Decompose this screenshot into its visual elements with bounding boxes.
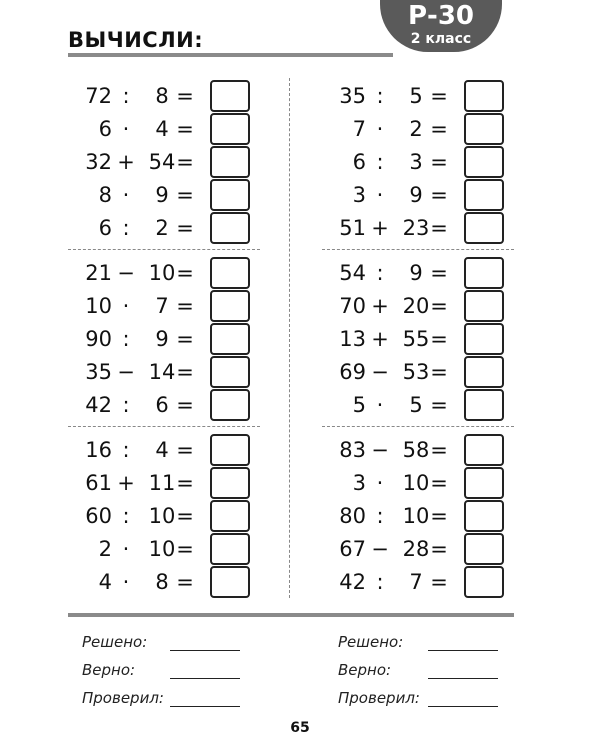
answer-box[interactable]: [210, 566, 250, 598]
operator: +: [117, 471, 135, 495]
answer-box[interactable]: [464, 467, 504, 499]
answer-box[interactable]: [210, 113, 250, 145]
answer-box[interactable]: [464, 212, 504, 244]
operand-b: 58: [402, 438, 430, 462]
answer-box[interactable]: [210, 179, 250, 211]
operator: :: [376, 504, 384, 528]
operand-b: 55: [402, 327, 430, 351]
exercise-row: [68, 325, 258, 353]
exercise-row: [68, 82, 258, 110]
answer-box[interactable]: [210, 434, 250, 466]
equals-sign: =: [430, 537, 448, 561]
operator: ·: [376, 117, 384, 141]
worksheet-code: Р-30: [407, 1, 475, 31]
operand-a: 5: [352, 393, 366, 417]
operand-a: 6: [98, 117, 112, 141]
equals-sign: =: [430, 84, 448, 108]
operand-b: 23: [402, 216, 430, 240]
operator: ·: [122, 117, 130, 141]
operand-a: 69: [339, 360, 366, 384]
equals-sign: =: [176, 360, 194, 384]
operand-b: 8: [155, 84, 169, 108]
operator: ·: [376, 471, 384, 495]
worksheet-badge: [380, 0, 502, 52]
operator: +: [371, 327, 389, 351]
operand-b: 8: [155, 570, 169, 594]
exercise-row: [68, 436, 258, 464]
equals-sign: =: [430, 504, 448, 528]
operator: −: [371, 537, 389, 561]
operand-a: 16: [85, 438, 112, 462]
answer-box[interactable]: [210, 257, 250, 289]
answer-box[interactable]: [210, 323, 250, 355]
answer-box[interactable]: [464, 290, 504, 322]
operand-b: 9: [409, 261, 423, 285]
exercise-row: [322, 115, 512, 143]
operator: ·: [376, 183, 384, 207]
exercise-row: [68, 469, 258, 497]
column-divider: [289, 78, 290, 598]
operand-b: 9: [409, 183, 423, 207]
group-divider: [68, 249, 260, 250]
exercise-row: [322, 535, 512, 563]
equals-sign: =: [430, 261, 448, 285]
operand-b: 10: [148, 261, 176, 285]
operand-a: 42: [85, 393, 112, 417]
answer-box[interactable]: [210, 467, 250, 499]
answer-box[interactable]: [210, 212, 250, 244]
equals-sign: =: [430, 294, 448, 318]
equals-sign: =: [430, 183, 448, 207]
exercise-row: [322, 391, 512, 419]
equals-sign: =: [176, 117, 194, 141]
operator: :: [376, 84, 384, 108]
operand-b: 10: [402, 504, 430, 528]
operand-b: 4: [155, 438, 169, 462]
group-divider: [68, 426, 260, 427]
operator: ·: [122, 537, 130, 561]
equals-sign: =: [430, 117, 448, 141]
operand-a: 21: [85, 261, 112, 285]
answer-box[interactable]: [210, 80, 250, 112]
answer-box[interactable]: [464, 179, 504, 211]
answer-box[interactable]: [464, 389, 504, 421]
operand-b: 54: [148, 150, 176, 174]
checked-label-left: Проверил:: [82, 689, 164, 707]
exercise-row: [68, 214, 258, 242]
operand-a: 10: [85, 294, 112, 318]
operand-a: 51: [339, 216, 366, 240]
equals-sign: =: [430, 393, 448, 417]
operand-b: 10: [148, 504, 176, 528]
operand-a: 90: [85, 327, 112, 351]
answer-box[interactable]: [210, 356, 250, 388]
answer-box[interactable]: [464, 566, 504, 598]
operand-b: 3: [409, 150, 423, 174]
operator: ·: [122, 570, 130, 594]
operand-b: 28: [402, 537, 430, 561]
answer-box[interactable]: [210, 500, 250, 532]
group-divider: [322, 249, 514, 250]
operator: :: [376, 261, 384, 285]
operator: :: [122, 393, 130, 417]
exercise-row: [322, 325, 512, 353]
operand-b: 11: [148, 471, 176, 495]
checked-field-right[interactable]: [428, 706, 498, 707]
exercise-row: [322, 292, 512, 320]
operand-a: 35: [85, 360, 112, 384]
operator: ·: [122, 183, 130, 207]
exercise-row: [68, 568, 258, 596]
operator: :: [122, 84, 130, 108]
operand-a: 13: [339, 327, 366, 351]
equals-sign: =: [176, 327, 194, 351]
exercise-row: [322, 469, 512, 497]
exercise-row: [68, 535, 258, 563]
operand-b: 4: [155, 117, 169, 141]
equals-sign: =: [176, 183, 194, 207]
operand-a: 32: [85, 150, 112, 174]
equals-sign: =: [430, 360, 448, 384]
solved-field-right[interactable]: [428, 650, 498, 651]
exercise-row: [322, 214, 512, 242]
exercise-row: [68, 259, 258, 287]
page-title: ВЫЧИСЛИ:: [68, 28, 204, 52]
operand-a: 4: [98, 570, 112, 594]
title-underline: [68, 53, 393, 57]
group-divider: [322, 426, 514, 427]
equals-sign: =: [176, 438, 194, 462]
operand-a: 54: [339, 261, 366, 285]
exercise-row: [68, 391, 258, 419]
operand-a: 42: [339, 570, 366, 594]
exercise-row: [68, 181, 258, 209]
correct-field-left[interactable]: [170, 678, 240, 679]
equals-sign: =: [176, 504, 194, 528]
operand-a: 83: [339, 438, 366, 462]
exercise-row: [322, 358, 512, 386]
exercise-row: [322, 436, 512, 464]
operand-a: 35: [339, 84, 366, 108]
answer-box[interactable]: [210, 389, 250, 421]
answer-box[interactable]: [464, 80, 504, 112]
operand-b: 53: [402, 360, 430, 384]
answer-box[interactable]: [464, 434, 504, 466]
operand-b: 9: [155, 327, 169, 351]
operand-b: 9: [155, 183, 169, 207]
operand-a: 3: [352, 471, 366, 495]
equals-sign: =: [176, 216, 194, 240]
operand-b: 7: [155, 294, 169, 318]
operand-a: 6: [352, 150, 366, 174]
operand-b: 5: [409, 84, 423, 108]
equals-sign: =: [430, 216, 448, 240]
equals-sign: =: [430, 150, 448, 174]
operator: :: [122, 327, 130, 351]
solved-label-right: Решено:: [338, 633, 404, 651]
exercise-row: [68, 292, 258, 320]
answer-box[interactable]: [464, 533, 504, 565]
answer-box[interactable]: [210, 533, 250, 565]
operator: −: [117, 360, 135, 384]
operator: +: [117, 150, 135, 174]
equals-sign: =: [430, 438, 448, 462]
exercise-row: [322, 181, 512, 209]
checked-label-right: Проверил:: [338, 689, 420, 707]
answer-box[interactable]: [464, 356, 504, 388]
operand-a: 72: [85, 84, 112, 108]
equals-sign: =: [430, 471, 448, 495]
operator: :: [122, 216, 130, 240]
operand-b: 10: [148, 537, 176, 561]
answer-box[interactable]: [464, 323, 504, 355]
equals-sign: =: [176, 537, 194, 561]
checked-field-left[interactable]: [170, 706, 240, 707]
answer-box[interactable]: [210, 146, 250, 178]
exercise-row: [322, 502, 512, 530]
operator: :: [122, 438, 130, 462]
operator: −: [371, 438, 389, 462]
equals-sign: =: [430, 570, 448, 594]
exercise-row: [322, 568, 512, 596]
operator: −: [117, 261, 135, 285]
operator: :: [122, 504, 130, 528]
exercise-row: [68, 358, 258, 386]
equals-sign: =: [176, 84, 194, 108]
operator: −: [371, 360, 389, 384]
operand-b: 5: [409, 393, 423, 417]
solved-label-left: Решено:: [82, 633, 148, 651]
equals-sign: =: [176, 294, 194, 318]
answer-box[interactable]: [464, 146, 504, 178]
operand-b: 20: [402, 294, 430, 318]
equals-sign: =: [176, 471, 194, 495]
grade-label: 2 класс: [410, 31, 472, 47]
exercise-row: [322, 82, 512, 110]
answer-box[interactable]: [210, 290, 250, 322]
operand-a: 80: [339, 504, 366, 528]
operand-b: 2: [409, 117, 423, 141]
operand-a: 3: [352, 183, 366, 207]
operand-b: 7: [409, 570, 423, 594]
operand-a: 7: [352, 117, 366, 141]
exercise-row: [68, 502, 258, 530]
exercise-row: [68, 148, 258, 176]
bottom-divider: [68, 613, 514, 617]
answer-box[interactable]: [464, 257, 504, 289]
operand-a: 70: [339, 294, 366, 318]
operator: :: [376, 570, 384, 594]
operator: +: [371, 294, 389, 318]
equals-sign: =: [176, 150, 194, 174]
operand-a: 2: [98, 537, 112, 561]
exercise-row: [322, 259, 512, 287]
operand-a: 67: [339, 537, 366, 561]
operand-b: 14: [148, 360, 176, 384]
solved-field-left[interactable]: [170, 650, 240, 651]
operand-a: 8: [98, 183, 112, 207]
operator: :: [376, 150, 384, 174]
correct-label-right: Верно:: [338, 661, 392, 679]
operand-b: 2: [155, 216, 169, 240]
answer-box[interactable]: [464, 113, 504, 145]
exercise-row: [68, 115, 258, 143]
page-number: 65: [290, 720, 310, 736]
answer-box[interactable]: [464, 500, 504, 532]
operand-b: 10: [402, 471, 430, 495]
correct-field-right[interactable]: [428, 678, 498, 679]
operand-a: 60: [85, 504, 112, 528]
operator: +: [371, 216, 389, 240]
correct-label-left: Верно:: [82, 661, 136, 679]
operator: ·: [376, 393, 384, 417]
equals-sign: =: [176, 570, 194, 594]
operand-a: 6: [98, 216, 112, 240]
operand-b: 6: [155, 393, 169, 417]
exercise-row: [322, 148, 512, 176]
operand-a: 61: [85, 471, 112, 495]
equals-sign: =: [176, 393, 194, 417]
equals-sign: =: [176, 261, 194, 285]
equals-sign: =: [430, 327, 448, 351]
operator: ·: [122, 294, 130, 318]
